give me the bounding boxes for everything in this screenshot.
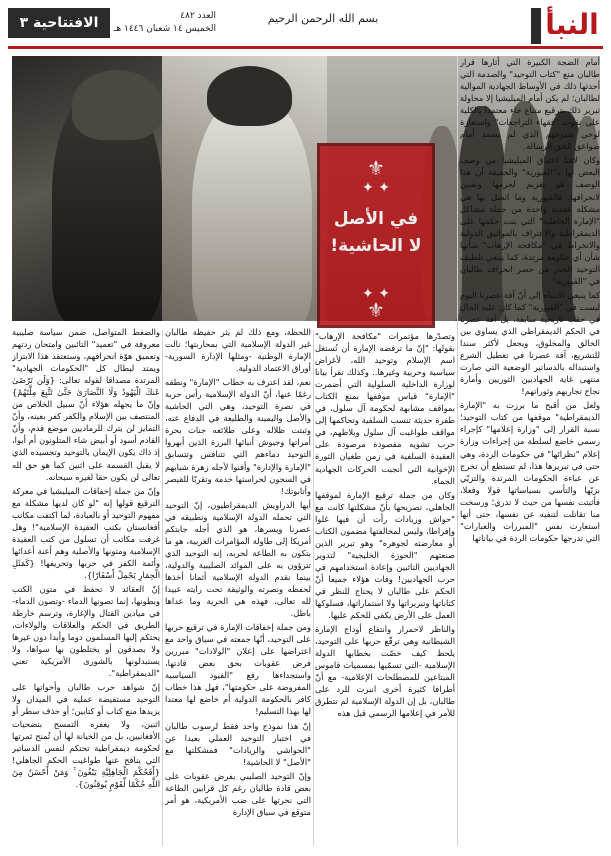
page-header [8,8,603,44]
naba-logo: النبأ [545,8,599,41]
headline [324,206,428,260]
paragraph: والناظر لاحمرار وانتقاع أوداج الإمارة الشيطانية وهي ترقّع حربها على التوحيد، يلحظ كيف خصّت بخطابها الدولة الإسلامية -التي تسمّيها بمسميات قاموس المبتاعين للمصطلحات الإعلامية- مع أنّ أطرافا كثيرة أخرى انبرت للرد على طالبان، بل إن الدولة الإسلامية لم تتطرق للأمر في إعلامها الرسمي قبل هذه [315,624,455,719]
basmala: بسم الله الرحمن الرحيم [267,12,379,25]
column-divider [162,330,163,846]
paragraph: إنّ شواهد حرب طالبان وأخواتها على التوحيد مستفيضة عملية في الميدان ولا يزيدها منع كتاب أو كتابين؛ أو حذف سطر أو اثنين، ولا يغفره التمسح بتضحيات الأفغانيين، بل من الخيانة لها أن تُمنح ثمرتها لحكومة ديمقراطية تحتكم لنفس الدساتير التي ينافح عنها طواغيت الحكم الجاهلي! {أَفَحُكْمَ الْجَاهِلِيَّةِ يَبْغُونَ ۚ وَمَنْ أَحْسَنُ مِنَ اللَّهِ حُكْمًا لِّقَوْمٍ يُوقِنُونَ}. [12,682,160,789]
paragraph: إنّ هذا نموذج واحد فقط لرسوب طالبان في اختبار التوحيد العملي بعيدا عن "الحواشي والزيادات" فمشكلتها مع "الأصل" لا الحاشية! [165,720,311,767]
section-title: الافتتاحية ٣ [8,8,110,38]
logo-divider [531,8,541,44]
paragraph: وتصدّرها مؤتمرات "مكافحة الإرهاب" بقولها: "إنّ ما ترفضه الإمارة أن تُستغل اسم الإسلام وتوحيد الله، لأغراض سياسية وحربية وغيرها.. وكذلك تقرأ بيانا لوزارة الداخلية السلولية التي أضمرت "الإمارة" قياس موقفها بمنع الكتاب بمواقف مشابهة لحكومة آل سلول، في طفرة حديثة تنسب السلفية وتحاكمها إلى مواقف طواغيت آل سلول وبلاطهم، في حرب تشويه مقصودة مرصودة على العقيدة السلفية في زمن طغيان الثورة الإخوانية التي أنجبت الحركات الجهادية الجماء. [315,331,455,486]
header-rule [8,46,603,49]
paragraph: نعم، لقد اعترف به خطاب "الإمارة" ونطقه رغمًا عنها، أنّ الدولة الإسلامية رأس حربة في نصرة التوحيد، وهي التي الحاشية والأصل واليمينة والطليعة في الدفاع عنه، وثبتت ظلاله وعلى طلائعه جنات بحرة أمراتها وجيوش أنبائها البرزة الذين أبهروا التوحيد دماءهم التي تتنافس وتتسابق "الإمارة والإدارة" وأفنوا لأجله زهرة شبابهم في السجون لحراستها خدمة وتقربًا للقيصر وأتابوتك! [165,377,311,496]
paragraph: أمام الضجة الكبيرة التي أثارها قرار طالبان منع "كتاب التوحيد" والصدمة التي أحدثها ذلك في الأوساط الجهادية الموالية لطالبان؛ لم يكن أمام الميليشيا إلا محاولة تبرير ذلك بترقيع متناع جاء معتمدا بالكلية على نقوت "فقهاء التراجعات" واستعارة لوحي شيوخهم الذي لم يصمد أمام صواعق الحق الرسالة. [460,57,600,152]
paragraph: اللحظة، ومع ذلك لم يثر حفيظة طالبان غير الدولة الإسلامية التي بمحاربتها؛ نالت الإمارة الوطنية -ومثلها الإدارة السورية- أوراق الاعتماد الدولية. [165,327,311,374]
paragraph: ومن جملة إخفاقات الإمارة في ترقيع حربها على التوحيد، أنّها جمعته في سياق واحد مع اعتراضها على إعلان "الولادات" مبررين فرض عقوبات بحق بعض قادتها، واستجداءها رفع "القيود السياسية المفروضة على حكومتها"، فهل هذا خطاب كافر بالحكومة الدولية أم خاضع لها معتدا لها بهذا التسليم! [165,622,311,717]
paragraph: وإنّ التوحيد الصليبي يفرض عقوبات على بعض قادة طالبان رغم كل قرابين الطاعة التي نحرتها على ضب الأمريكية، هو أمر متوقع في سياق الإدارة [165,770,311,817]
paragraph: ولعل من أقبح ما برزت به "الإمارة الديمقراطية" موقفها من كتاب التوحيد؛ نسبة القرار إلى "وزارة إعلامها" كإجراء رسمي خاضع لسلطة من إجراءات وزارة إعلام "نظرائها" في حكومات الردة، وهي حتى في تبريرها هذا، لم تستطع أن تخرج عن عباءة الحكومات المرتدة والتزيّي بزيّها والتأسي بسياساتها قولا وفعلا، فأثبتت نفسها من حيث لا تدري؛ ورسخت منا تقاتلت لتنفيه عن نفسها، حتى أنها استعارت نفس "المبررات والعبارات" التي تدرجها حكومات الردة في بياناتها [460,400,600,543]
paragraph: إنّ العقائد لا تحفظ في متون الكتب وبطونها، إنما تصونها الدماء -وتصون الدماء- في ميادين القتال والإغارة، وترسم خارطة الطريق في الحكم والعلاقات والولاءات، يحتكم إليها المسلمون دوما وأبدا دون غيرها ولا يصدقون أو يختلطون بها سواها، ولا يستبدلونها بالشورى الأمريكية تعني "الديمقراطية". [12,583,160,679]
headline-line-1: في الأصل [333,209,419,229]
text-column-2 [315,330,455,846]
top-ornament-icon: ⚜ [367,156,385,180]
issue-date: الخميس ١٤ شعبان ١٤٤٦ هـ [113,24,216,34]
issue-number: العدد ٤٨٢ [180,11,216,21]
bottom-ornament-small-icon: ✦ ✦ [362,286,390,302]
column-divider [313,330,314,846]
paragraph: وإنّ من جملة إخفاقات الميليشيا في معركة الترقيع قولها إنه "لو كان لديها مشكلة مع مفهوم التوحيد أو بالعبادة، لما اكتفت مكاتب أفغانستان بكتب العقيدة الإسلامية"! وهل غرفت مكاتب أن تسلول من كتب العقيدة الإسلامية ومتونها والأصلية وهم أعنة أعدائها وأئمة الكفر في حربها وتحريفها! {كَمَثَلِ الْحِمَارِ يَحْمِلُ أَسْفَارًا}. [12,485,160,580]
top-ornament-small-icon: ✦ ✦ [362,180,390,196]
paragraph: أيها الدراويش الديمقراطيون، إنّ التوحيد التي تحمله الدولة الإسلامية وتطبيقه في عصرنا ويسرها، هو الذي أجله جابتكم أمريكا إلى طاولة المؤامرات الغربية، هو ما بتكون به الطاعة لحربه، إنه التوحيد الذي تترؤون به على الموائد الصليبية والدولية، بينما نقدم الدولة الإسلامية أثمانا أخذها لحفظه ونصرته والوثيقة تحت رايته عبيدا لله تعالى، فهذه هي الحرية وما عداها باطل. [165,499,311,619]
issue-info [108,10,216,36]
bottom-ornament-icon: ⚜ [367,298,385,322]
paragraph: والضغط المتواصل، ضمن سياسة صليبية معروفة في "تعميد" التائبين وامتحان ردتهم وتعميق هوّة انحرافهم، وستعتقد هذا الابتزاز ويمتد ليطال كل "الحكومات الجهادية" المرتدة مصداقا لقوله تعالى: {وَلَن تَرْضَىٰ عَنكَ الْيَهُودُ وَلَا النَّصَارَىٰ حَتَّىٰ تَتَّبِعَ مِلَّتَهُمْ} وإنّ ما يجهله هؤلاء أنّ سبيل الخلاص من المنتصف بين الإسلام والكفر كفر بعينه، وأنّ التمايز لن يترك للرماديين موضع قدم، وأنّ القادم أسود أو أبيض شاء المتلونون أم أبوا، إذ ذاك يكون الإيمان بالتوحيد وتجسيده الذي لا يقبل القسمة على اثنين كما هو حق لله تعالى لن يكون حقا لغيره سبحانه. [12,327,160,482]
paragraph: وكان من جملة ترقيع الإمارة لموقفها الجاهلي، تصريحها بأنّ مشكلتها كانت مع "حواش وزيادات رأت أن فيها غلوا وإفراطا، وليس لمخالفتها مضمون الكتاب أو معارضته لجوهره" وهو تبرير الذين صنعتهم "الحوزة الخليجية" لتدوير الجهاديين التائبين وإعادة استخدامهم في حرب الجهاديين! وفات هؤلاء جميعا أنّ الحكم على طالبان لا يحتاج للنظر في كتاباتها وتبريراتها ولا استماراتها، فسلوكها العمل على الأرض يكفي للحكم عليها. [315,489,455,621]
headline-box [317,143,435,328]
paragraph: كما ينبغي الانتباه إلى أنّ آفة عصرنا اليوم ليست في "القبورية" كما كان عليه الحال في حقب تاريخية سابقة، بل آفة عصرنا في الحكم الديمقراطي الذي يساوي بين الخالق والمخلوق، ويجعل لأكثر سندا للتشريع، آفة عصرنا في تعطيل الشرع واستبداله بالدساتير الوضعية التي صارت منتهى غاية الجهاديين الثوريين وأمارة نجاح تجاربهم وثوراتهم! [460,289,600,397]
text-column-3 [165,56,311,846]
headline-line-2: لا الحاشية! [330,236,422,256]
paragraph: وكان لافتا اعتناق الميليشيا من وصف البعض لها بـ"القبورية" والحقيقة أن هذا الوصف هو تقزيم لجرمها وتقنين لانحرافها، فالقبورية وما اتصل بها هي مشكلة عقدية واحدة من جملة مشاكل "الإمارة الجاهلية" التي بنت حكمها على الديمقراطية والاعتراف بالمواثيق الدولية والانخراط في "مكافحة الإرهاب" شأنها شأن أي حكومة مرتدة، كما ينبغي تلطيف التوحيد الحذر من حصر انحراف طالبان في "القبورية". [460,155,600,286]
text-column-1 [460,56,600,846]
text-column-4 [12,56,160,846]
column-divider [457,56,458,846]
